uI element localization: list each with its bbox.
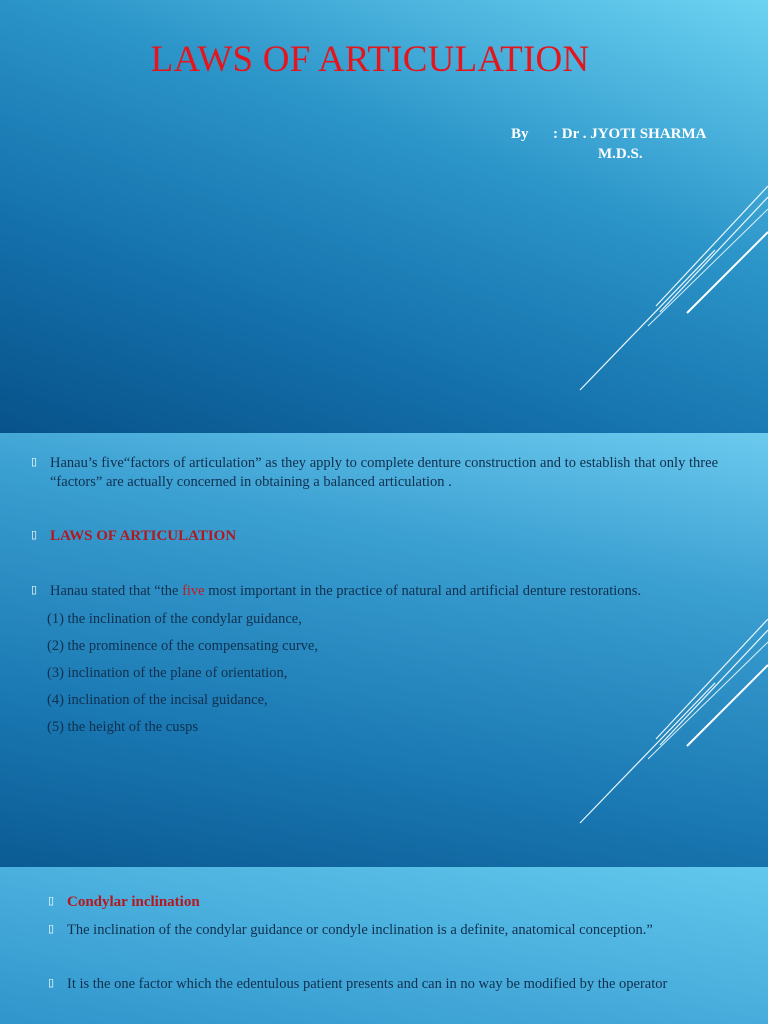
author-name: : Dr . JYOTI SHARMA: [553, 126, 707, 142]
bullet-icon: ▯: [31, 456, 38, 468]
by-label: By: [511, 126, 529, 142]
laws-heading: LAWS OF ARTICULATION: [50, 528, 237, 544]
slide-laws: [0, 433, 768, 867]
bullet-icon: ▯: [31, 584, 38, 596]
intro-paragraph: Hanau’s five“factors of articulation” as they apply to complete denture construction and to establish that only three “factors” are actually concerned in obtaining a balanced articulation .: [50, 455, 718, 490]
factor-item: (1) the inclination of the condylar guidance,: [47, 611, 302, 627]
bullet-icon: ▯: [48, 895, 55, 907]
statement-after: most important in the practice of natural and artificial denture restorations.: [204, 583, 642, 599]
statement-highlight: five: [182, 583, 205, 599]
factor-item: (2) the prominence of the compensating curve,: [47, 638, 318, 654]
author-degree: M.D.S.: [598, 146, 643, 162]
factor-item: (3) inclination of the plane of orientation,: [47, 665, 288, 681]
slide-condylar: [0, 867, 768, 1024]
statement-before: Hanau stated that “the: [50, 583, 183, 599]
bullet-icon: ▯: [48, 923, 55, 935]
factor-item: (5) the height of the cusps: [47, 719, 199, 735]
bullet-icon: ▯: [48, 977, 55, 989]
bullet-icon: ▯: [31, 529, 38, 541]
slide-title: [0, 0, 768, 433]
factor-item: (4) inclination of the incisal guidance,: [47, 692, 268, 708]
condylar-note: It is the one factor which the edentulous patient presents and can in no way be modified by the operator: [67, 976, 668, 992]
condylar-heading: Condylar inclination: [67, 894, 200, 910]
condylar-definition: The inclination of the condylar guidance or condyle inclination is a definite, anatomical conception.”: [67, 922, 653, 938]
slide-title-text: LAWS OF ARTICULATION: [150, 39, 590, 80]
hanau-statement: [50, 582, 730, 601]
